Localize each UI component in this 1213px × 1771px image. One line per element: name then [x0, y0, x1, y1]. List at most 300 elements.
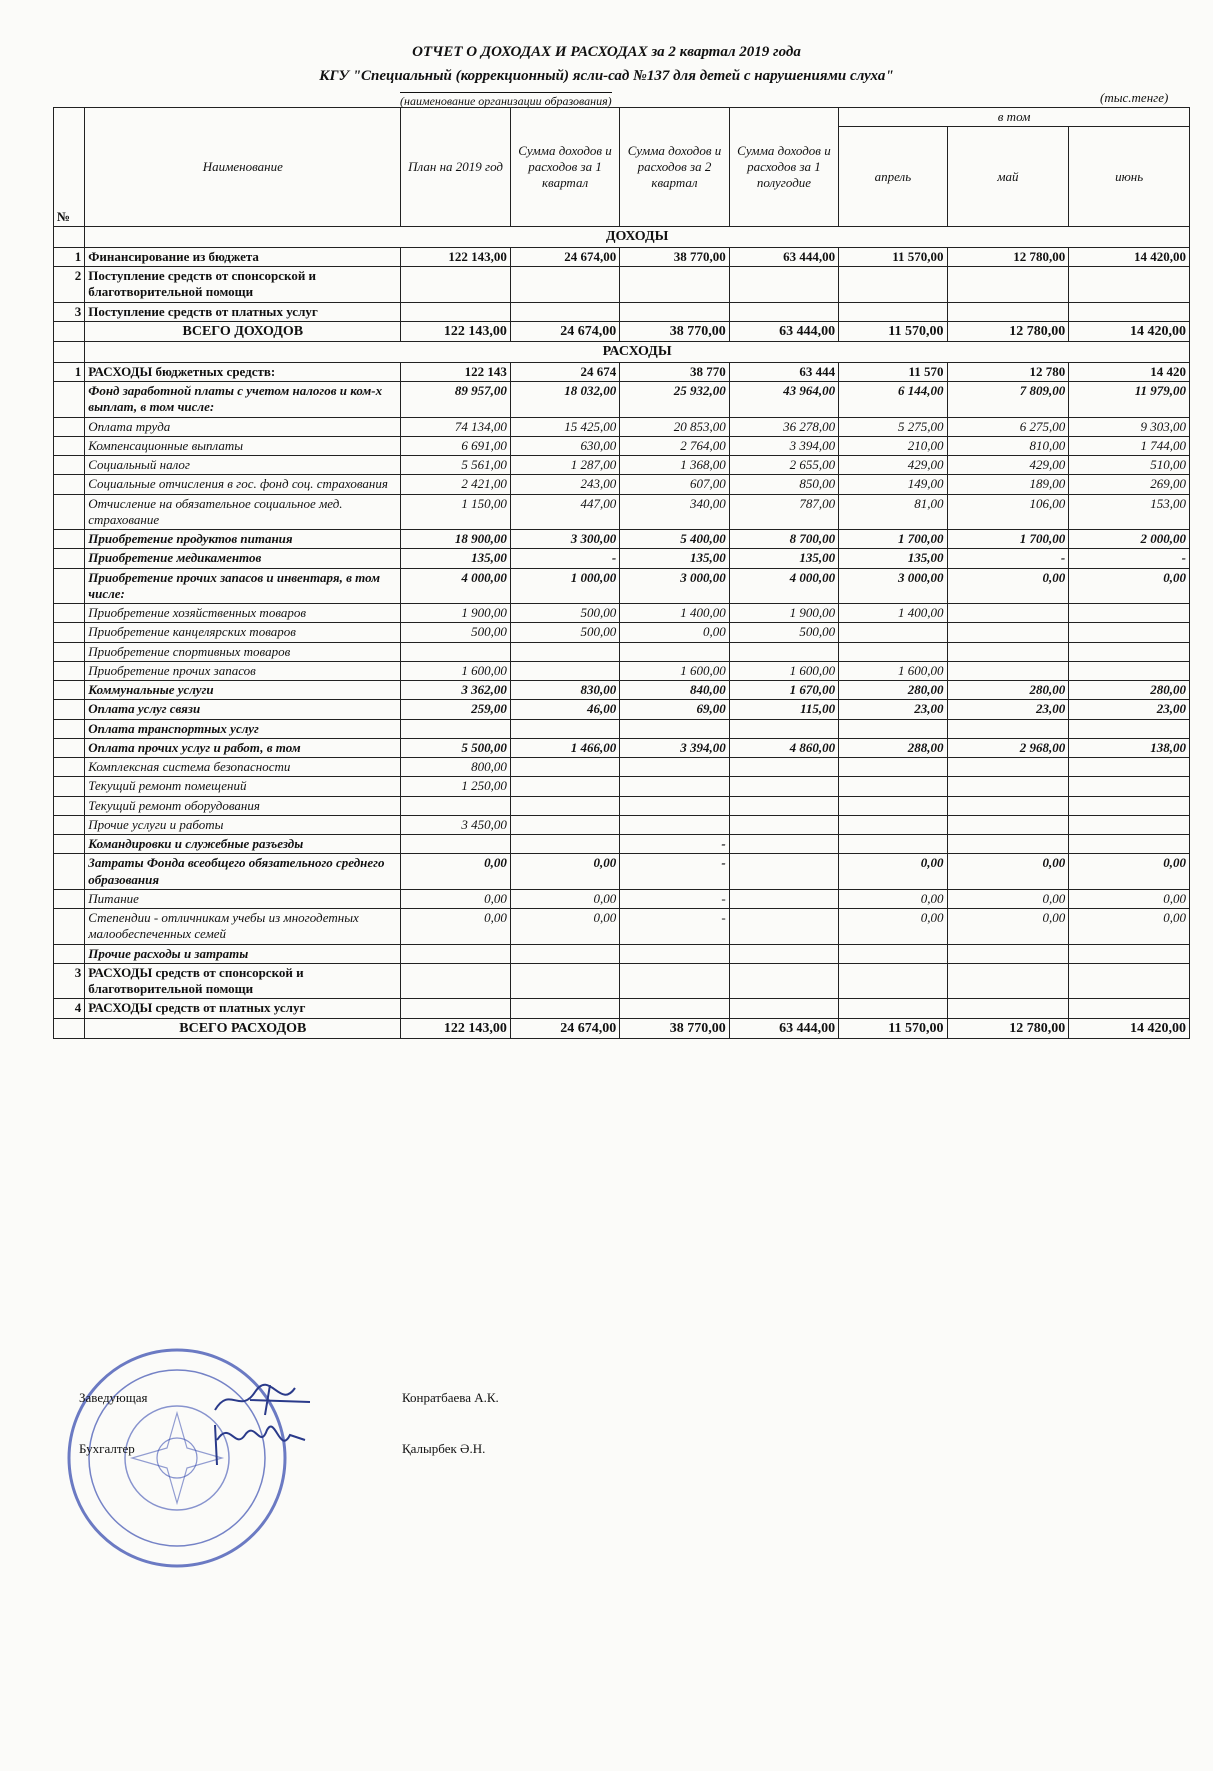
- row-value: 3 000,00: [839, 568, 947, 604]
- row-value: 23,00: [839, 700, 947, 719]
- row-name: Приобретение медикаментов: [85, 549, 401, 568]
- row-value: [1069, 999, 1190, 1018]
- row-number: [54, 944, 85, 963]
- total-value: 12 780,00: [947, 321, 1069, 342]
- row-value: 243,00: [510, 475, 619, 494]
- row-value: -: [947, 549, 1069, 568]
- row-value: [839, 963, 947, 999]
- expense-total-row: [54, 1018, 1190, 1039]
- row-value: 11 979,00: [1069, 382, 1190, 418]
- row-number: [54, 568, 85, 604]
- row-value: 630,00: [510, 436, 619, 455]
- row-value: 3 300,00: [510, 530, 619, 549]
- table-row: [54, 999, 1190, 1018]
- row-number: [54, 456, 85, 475]
- row-value: [620, 758, 729, 777]
- row-name: Приобретение прочих запасов: [85, 661, 401, 680]
- table-row: [54, 436, 1190, 455]
- row-value: [729, 777, 838, 796]
- row-value: 0,00: [839, 889, 947, 908]
- row-value: [401, 642, 510, 661]
- section-num-cell: [54, 227, 85, 248]
- table-row: [54, 568, 1190, 604]
- row-value: 0,00: [510, 854, 619, 890]
- row-number: 3: [54, 963, 85, 999]
- row-value: 4 860,00: [729, 738, 838, 757]
- row-name: Степендии - отличникам учебы из многодетных малообеспеченных семей: [85, 909, 401, 945]
- row-name: Приобретение продуктов питания: [85, 530, 401, 549]
- row-value: [1069, 777, 1190, 796]
- head-role: Заведующая: [79, 1390, 148, 1405]
- col-name-header: Наименование: [85, 108, 401, 227]
- row-value: 23,00: [1069, 700, 1190, 719]
- row-value: 800,00: [401, 758, 510, 777]
- row-number: [54, 796, 85, 815]
- row-value: 7 809,00: [947, 382, 1069, 418]
- row-value: 1 600,00: [839, 661, 947, 680]
- row-number: 2: [54, 267, 85, 303]
- row-value: 288,00: [839, 738, 947, 757]
- row-value: 11 570: [839, 362, 947, 381]
- row-value: [839, 267, 947, 303]
- row-value: 280,00: [839, 681, 947, 700]
- row-value: [839, 719, 947, 738]
- total-value: 11 570,00: [839, 321, 947, 342]
- row-value: -: [510, 549, 619, 568]
- row-name: Питание: [85, 889, 401, 908]
- table-row: [54, 963, 1190, 999]
- row-value: [729, 719, 838, 738]
- row-value: 81,00: [839, 494, 947, 530]
- row-name: Отчисление на обязательное социальное мед. страхование: [85, 494, 401, 530]
- accountant-name: Қалырбек Ә.Н.: [402, 1441, 486, 1456]
- row-value: 1 400,00: [620, 604, 729, 623]
- row-number: [54, 758, 85, 777]
- row-value: 1 150,00: [401, 494, 510, 530]
- row-value: 2 000,00: [1069, 530, 1190, 549]
- row-value: [729, 815, 838, 834]
- row-value: 5 561,00: [401, 456, 510, 475]
- row-value: 0,00: [620, 623, 729, 642]
- row-value: [839, 796, 947, 815]
- row-value: [1069, 758, 1190, 777]
- row-value: 1 744,00: [1069, 436, 1190, 455]
- row-number: 1: [54, 362, 85, 381]
- section-num-cell: [54, 342, 85, 363]
- section-title: РАСХОДЫ: [85, 342, 1190, 363]
- row-value: 115,00: [729, 700, 838, 719]
- row-value: 0,00: [947, 909, 1069, 945]
- col-incl-header: в том: [839, 108, 1190, 127]
- row-value: 149,00: [839, 475, 947, 494]
- row-value: [839, 835, 947, 854]
- table-row: [54, 623, 1190, 642]
- row-value: [401, 267, 510, 303]
- table-row: [54, 796, 1190, 815]
- row-value: 122 143: [401, 362, 510, 381]
- row-value: [947, 623, 1069, 642]
- section-title: ДОХОДЫ: [85, 227, 1190, 248]
- row-value: [620, 944, 729, 963]
- row-value: 138,00: [1069, 738, 1190, 757]
- row-number: [54, 661, 85, 680]
- row-number: [54, 777, 85, 796]
- row-value: [510, 302, 619, 321]
- row-value: 1 000,00: [510, 568, 619, 604]
- row-value: 1 900,00: [729, 604, 838, 623]
- row-value: 0,00: [1069, 568, 1190, 604]
- row-value: 500,00: [510, 623, 619, 642]
- row-value: 500,00: [729, 623, 838, 642]
- total-label: ВСЕГО РАСХОДОВ: [85, 1018, 401, 1039]
- row-number: [54, 700, 85, 719]
- row-value: 1 400,00: [839, 604, 947, 623]
- row-value: 38 770: [620, 362, 729, 381]
- row-value: [729, 835, 838, 854]
- row-value: [401, 796, 510, 815]
- row-name: Оплата труда: [85, 417, 401, 436]
- row-value: 15 425,00: [510, 417, 619, 436]
- row-value: [620, 963, 729, 999]
- row-value: 8 700,00: [729, 530, 838, 549]
- total-value: 63 444,00: [729, 1018, 838, 1039]
- row-value: [401, 835, 510, 854]
- row-value: 24 674,00: [510, 247, 619, 266]
- row-number: [54, 889, 85, 908]
- row-value: [729, 796, 838, 815]
- row-value: 12 780: [947, 362, 1069, 381]
- expense-section-header: [54, 342, 1190, 363]
- table-row: [54, 417, 1190, 436]
- row-value: 269,00: [1069, 475, 1190, 494]
- row-value: 0,00: [1069, 854, 1190, 890]
- row-value: 0,00: [839, 909, 947, 945]
- table-row: [54, 642, 1190, 661]
- row-name: Прочие услуги и работы: [85, 815, 401, 834]
- table-row: [54, 456, 1190, 475]
- row-number: [54, 436, 85, 455]
- row-value: [947, 963, 1069, 999]
- row-value: [510, 642, 619, 661]
- row-name: РАСХОДЫ бюджетных средств:: [85, 362, 401, 381]
- row-value: [620, 815, 729, 834]
- table-row: [54, 889, 1190, 908]
- table-row: [54, 530, 1190, 549]
- table-row: [54, 854, 1190, 890]
- row-value: 280,00: [1069, 681, 1190, 700]
- total-value: 38 770,00: [620, 1018, 729, 1039]
- row-value: [729, 642, 838, 661]
- row-name: Компенсационные выплаты: [85, 436, 401, 455]
- row-value: 12 780,00: [947, 247, 1069, 266]
- accountant-role: Бухгалтер: [79, 1441, 135, 1456]
- col-num-header: №: [54, 108, 85, 227]
- row-value: 429,00: [839, 456, 947, 475]
- row-value: [401, 302, 510, 321]
- row-name: Оплата транспортных услуг: [85, 719, 401, 738]
- row-name: Социальные отчисления в гос. фонд соц. страхования: [85, 475, 401, 494]
- table-row: [54, 549, 1190, 568]
- row-name: Оплата прочих услуг и работ, в том: [85, 738, 401, 757]
- total-value: 12 780,00: [947, 1018, 1069, 1039]
- row-value: 189,00: [947, 475, 1069, 494]
- row-value: [510, 777, 619, 796]
- row-value: [1069, 642, 1190, 661]
- row-name: Командировки и служебные разъезды: [85, 835, 401, 854]
- row-value: 3 362,00: [401, 681, 510, 700]
- row-name: Оплата услуг связи: [85, 700, 401, 719]
- col-plan-header: План на 2019 год: [401, 108, 510, 227]
- row-value: [729, 758, 838, 777]
- row-value: 830,00: [510, 681, 619, 700]
- row-value: [729, 999, 838, 1018]
- total-value: 14 420,00: [1069, 321, 1190, 342]
- row-value: 69,00: [620, 700, 729, 719]
- row-value: [947, 604, 1069, 623]
- table-row: [54, 700, 1190, 719]
- row-value: [839, 623, 947, 642]
- total-value: 63 444,00: [729, 321, 838, 342]
- table-row: [54, 835, 1190, 854]
- row-value: 210,00: [839, 436, 947, 455]
- row-value: 63 444,00: [729, 247, 838, 266]
- row-number: [54, 835, 85, 854]
- row-value: 3 450,00: [401, 815, 510, 834]
- row-value: 5 500,00: [401, 738, 510, 757]
- row-value: 6 275,00: [947, 417, 1069, 436]
- row-value: 0,00: [401, 889, 510, 908]
- row-name: Приобретение спортивных товаров: [85, 642, 401, 661]
- row-value: [510, 796, 619, 815]
- row-value: [947, 944, 1069, 963]
- row-value: 500,00: [510, 604, 619, 623]
- row-value: [839, 758, 947, 777]
- row-value: 1 368,00: [620, 456, 729, 475]
- row-value: [947, 642, 1069, 661]
- row-value: [729, 854, 838, 890]
- col-may-header: май: [947, 127, 1069, 227]
- row-value: [401, 719, 510, 738]
- total-num-cell: [54, 321, 85, 342]
- row-value: 135,00: [620, 549, 729, 568]
- row-value: 1 900,00: [401, 604, 510, 623]
- row-value: 1 700,00: [947, 530, 1069, 549]
- row-value: 840,00: [620, 681, 729, 700]
- row-value: 0,00: [401, 854, 510, 890]
- col-june-header: июнь: [1069, 127, 1190, 227]
- row-value: 1 670,00: [729, 681, 838, 700]
- row-value: 3 000,00: [620, 568, 729, 604]
- row-value: 340,00: [620, 494, 729, 530]
- row-value: 259,00: [401, 700, 510, 719]
- row-value: 0,00: [510, 889, 619, 908]
- row-value: 850,00: [729, 475, 838, 494]
- row-value: 5 275,00: [839, 417, 947, 436]
- row-value: 9 303,00: [1069, 417, 1190, 436]
- accountant-signature: [205, 1410, 315, 1470]
- col-q2-header: Сумма доходов и расходов за 2 квартал: [620, 108, 729, 227]
- row-number: [54, 549, 85, 568]
- row-value: [947, 796, 1069, 815]
- row-value: [839, 944, 947, 963]
- row-value: [839, 302, 947, 321]
- row-value: 1 287,00: [510, 456, 619, 475]
- row-value: 4 000,00: [729, 568, 838, 604]
- row-value: 74 134,00: [401, 417, 510, 436]
- row-value: [510, 815, 619, 834]
- row-value: 0,00: [510, 909, 619, 945]
- organization-caption: (наименование организации образования): [400, 94, 612, 108]
- total-label: ВСЕГО ДОХОДОВ: [85, 321, 401, 342]
- row-number: [54, 815, 85, 834]
- row-value: [401, 944, 510, 963]
- row-value: [1069, 719, 1190, 738]
- income-total-row: [54, 321, 1190, 342]
- row-value: 14 420: [1069, 362, 1190, 381]
- row-value: [729, 963, 838, 999]
- row-value: 500,00: [401, 623, 510, 642]
- row-value: 0,00: [947, 889, 1069, 908]
- table-row: [54, 494, 1190, 530]
- row-value: 3 394,00: [620, 738, 729, 757]
- row-value: [1069, 604, 1190, 623]
- row-value: [510, 944, 619, 963]
- row-value: 89 957,00: [401, 382, 510, 418]
- row-value: -: [620, 889, 729, 908]
- row-name: Финансирование из бюджета: [85, 247, 401, 266]
- table-row: [54, 604, 1190, 623]
- row-value: [947, 777, 1069, 796]
- row-value: 1 600,00: [729, 661, 838, 680]
- row-value: [839, 777, 947, 796]
- table-row: [54, 777, 1190, 796]
- row-name: Приобретение хозяйственных товаров: [85, 604, 401, 623]
- row-name: Текущий ремонт помещений: [85, 777, 401, 796]
- table-row: [54, 909, 1190, 945]
- table-row: [54, 475, 1190, 494]
- row-value: [729, 909, 838, 945]
- table-row: [54, 944, 1190, 963]
- row-value: [947, 999, 1069, 1018]
- row-value: [620, 999, 729, 1018]
- row-value: 0,00: [947, 568, 1069, 604]
- row-value: 0,00: [401, 909, 510, 945]
- row-name: Поступление средств от платных услуг: [85, 302, 401, 321]
- row-value: 0,00: [947, 854, 1069, 890]
- row-value: [729, 944, 838, 963]
- row-name: Прочие расходы и затраты: [85, 944, 401, 963]
- row-value: [947, 758, 1069, 777]
- row-value: [401, 999, 510, 1018]
- total-value: 122 143,00: [401, 321, 510, 342]
- row-name: РАСХОДЫ средств от спонсорской и благотворительной помощи: [85, 963, 401, 999]
- row-name: Фонд заработной платы с учетом налогов и ком-х выплат, в том числе:: [85, 382, 401, 418]
- row-name: Затраты Фонда всеобщего обязательного среднего образования: [85, 854, 401, 890]
- total-value: 38 770,00: [620, 321, 729, 342]
- row-value: [947, 302, 1069, 321]
- report-table: [53, 107, 1190, 1039]
- row-number: [54, 854, 85, 890]
- row-number: [54, 417, 85, 436]
- table-row: [54, 738, 1190, 757]
- row-value: [839, 815, 947, 834]
- row-value: 1 600,00: [401, 661, 510, 680]
- row-number: 1: [54, 247, 85, 266]
- table-row: [54, 302, 1190, 321]
- row-name: Коммунальные услуги: [85, 681, 401, 700]
- row-value: 38 770,00: [620, 247, 729, 266]
- row-value: 0,00: [839, 854, 947, 890]
- row-value: 46,00: [510, 700, 619, 719]
- row-value: [1069, 944, 1190, 963]
- row-value: [620, 777, 729, 796]
- row-value: [1069, 963, 1190, 999]
- row-value: 607,00: [620, 475, 729, 494]
- row-number: [54, 719, 85, 738]
- row-value: 2 764,00: [620, 436, 729, 455]
- row-number: [54, 738, 85, 757]
- row-value: 1 250,00: [401, 777, 510, 796]
- row-value: [947, 661, 1069, 680]
- row-value: 23,00: [947, 700, 1069, 719]
- row-number: 4: [54, 999, 85, 1018]
- row-value: [947, 719, 1069, 738]
- head-name: Конратбаева А.К.: [402, 1390, 499, 1405]
- total-value: 11 570,00: [839, 1018, 947, 1039]
- row-value: [1069, 267, 1190, 303]
- row-value: [839, 642, 947, 661]
- row-value: 63 444: [729, 362, 838, 381]
- row-value: 25 932,00: [620, 382, 729, 418]
- row-number: [54, 530, 85, 549]
- row-value: [1069, 796, 1190, 815]
- row-value: 6 144,00: [839, 382, 947, 418]
- row-value: 2 655,00: [729, 456, 838, 475]
- row-value: 14 420,00: [1069, 247, 1190, 266]
- row-value: 1 466,00: [510, 738, 619, 757]
- row-value: -: [620, 854, 729, 890]
- col-april-header: апрель: [839, 127, 947, 227]
- units-label: (тыс.тенге): [1100, 90, 1169, 105]
- row-value: 106,00: [947, 494, 1069, 530]
- row-value: 24 674: [510, 362, 619, 381]
- col-h1-header: Сумма доходов и расходов за 1 полугодие: [729, 108, 838, 227]
- row-number: [54, 623, 85, 642]
- total-num-cell: [54, 1018, 85, 1039]
- row-number: [54, 604, 85, 623]
- row-value: [729, 889, 838, 908]
- total-value: 122 143,00: [401, 1018, 510, 1039]
- row-value: [620, 796, 729, 815]
- report-title: ОТЧЕТ О ДОХОДАХ И РАСХОДАХ за 2 квартал 2019 года: [412, 44, 801, 60]
- total-value: 24 674,00: [510, 1018, 619, 1039]
- row-value: 2 421,00: [401, 475, 510, 494]
- row-value: [620, 642, 729, 661]
- table-row: [54, 815, 1190, 834]
- income-section-header: [54, 227, 1190, 248]
- row-value: [510, 963, 619, 999]
- row-name: Текущий ремонт оборудования: [85, 796, 401, 815]
- row-value: 510,00: [1069, 456, 1190, 475]
- table-row: [54, 362, 1190, 381]
- row-value: [1069, 661, 1190, 680]
- col-q1-header: Сумма доходов и расходов за 1 квартал: [510, 108, 619, 227]
- row-value: 787,00: [729, 494, 838, 530]
- row-value: 135,00: [401, 549, 510, 568]
- row-name: Приобретение канцелярских товаров: [85, 623, 401, 642]
- row-value: 280,00: [947, 681, 1069, 700]
- row-value: 18 032,00: [510, 382, 619, 418]
